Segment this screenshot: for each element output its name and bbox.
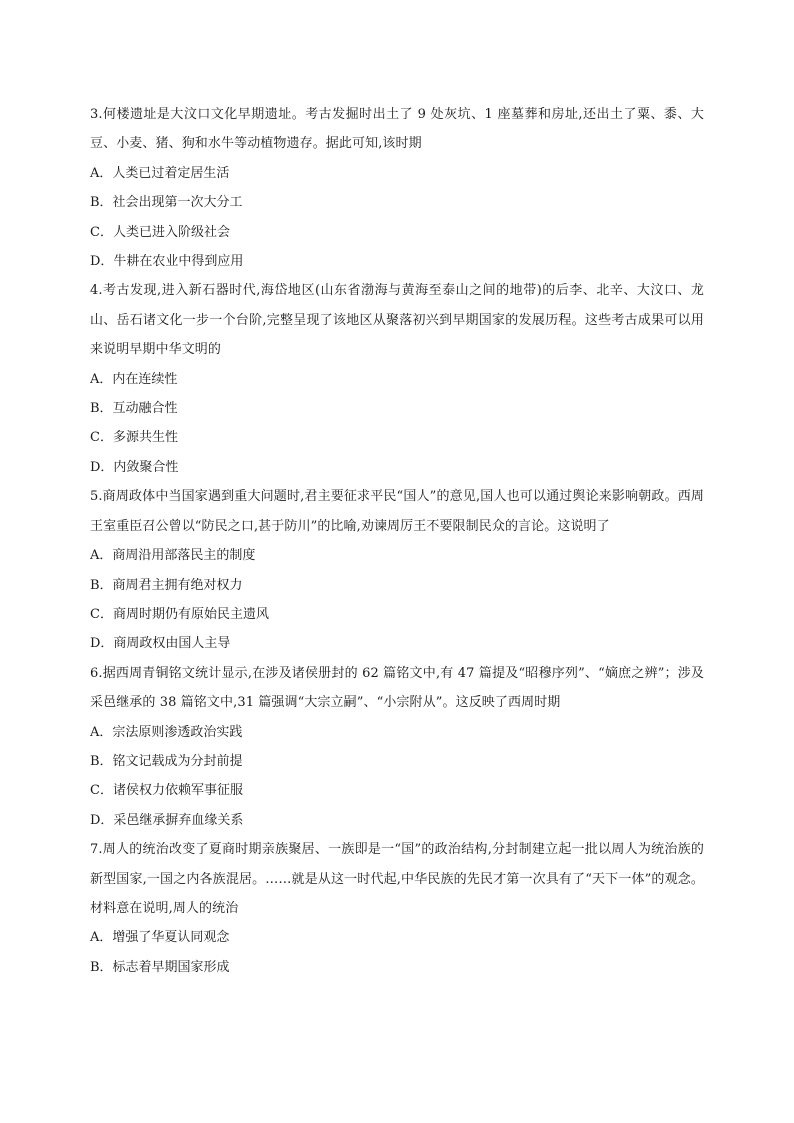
option-d[interactable]: D．商周政权由国人主导: [90, 636, 231, 652]
option-c[interactable]: C．诸侯权力依赖军事征服: [90, 783, 243, 799]
option-a[interactable]: A．商周沿用部落民主的制度: [90, 548, 256, 564]
option-d[interactable]: D．牛耕在农业中得到应用: [90, 254, 244, 270]
option-b[interactable]: B．互动融合性: [90, 401, 178, 417]
question-stem: 5.商周政体中当国家遇到重大问题时,君主要征求平民“国人”的意见,国人也可以通过舆论来影响朝政。西周王室重臣召公曾以“防民之口,甚于防川”的比喻,劝谏周厉王不要限制民众的言论。这说明了: [90, 489, 704, 534]
option-list: [90, 159, 704, 277]
exam-page: [90, 100, 704, 982]
option-b[interactable]: B．铭文记载成为分封前提: [90, 753, 243, 769]
option-d[interactable]: D．内敛聚合性: [90, 459, 179, 475]
option-c[interactable]: C．多源共生性: [90, 430, 178, 446]
question-7: [90, 835, 704, 982]
question-6: [90, 659, 704, 835]
option-c[interactable]: C．商周时期仍有原始民主遗风: [90, 606, 269, 622]
option-a[interactable]: A．人类已过着定居生活: [90, 165, 230, 181]
question-stem: 7.周人的统治改变了夏商时期亲族聚居、一族即是一“国”的政治结构,分封制建立起一批以周人为统治族的新型国家,一国之内各族混居。……就是从这一时代起,中华民族的先民才第一次具有了“天下一体”的观念。材料意在说明,周人的统治: [90, 842, 704, 916]
option-b[interactable]: B．标志着早期国家形成: [90, 959, 230, 975]
option-list: [90, 718, 704, 836]
option-a[interactable]: A．内在连续性: [90, 371, 178, 387]
question-stem: 3.何楼遗址是大汶口文化早期遗址。考古发掘时出土了 9 处灰坑、1 座墓葬和房址,还出土了粟、黍、大豆、小麦、猪、狗和水牛等动植物遗存。据此可知,该时期: [90, 107, 704, 152]
question-4: [90, 276, 704, 482]
question-5: [90, 482, 704, 658]
option-a[interactable]: A．宗法原则渗透政治实践: [90, 724, 243, 740]
option-c[interactable]: C．人类已进入阶级社会: [90, 224, 230, 240]
option-a[interactable]: A．增强了华夏认同观念: [90, 930, 230, 946]
option-list: [90, 541, 704, 659]
option-list: [90, 365, 704, 483]
option-b[interactable]: B．社会出现第一次大分工: [90, 195, 243, 211]
question-stem: 6.据西周青铜铭文统计显示,在涉及诸侯册封的 62 篇铭文中,有 47 篇提及“昭穆序列”、“嫡庶之辨”；涉及采邑继承的 38 篇铭文中,31 篇强调“大宗立嗣”、“小宗附从”。这反映了西周时期: [90, 665, 704, 711]
question-stem: 4.考古发现,进入新石器时代,海岱地区(山东省渤海与黄海至泰山之间的地带)的后李、北辛、大汶口、龙山、岳石诸文化一步一个台阶,完整呈现了该地区从聚落初兴到早期国家的发展历程。这些考古成果可以用来说明早期中华文明的: [90, 283, 704, 358]
option-list: [90, 923, 704, 982]
question-3: [90, 100, 704, 276]
option-b[interactable]: B．商周君主拥有绝对权力: [90, 577, 243, 593]
option-d[interactable]: D．采邑继承摒弃血缘关系: [90, 812, 244, 828]
